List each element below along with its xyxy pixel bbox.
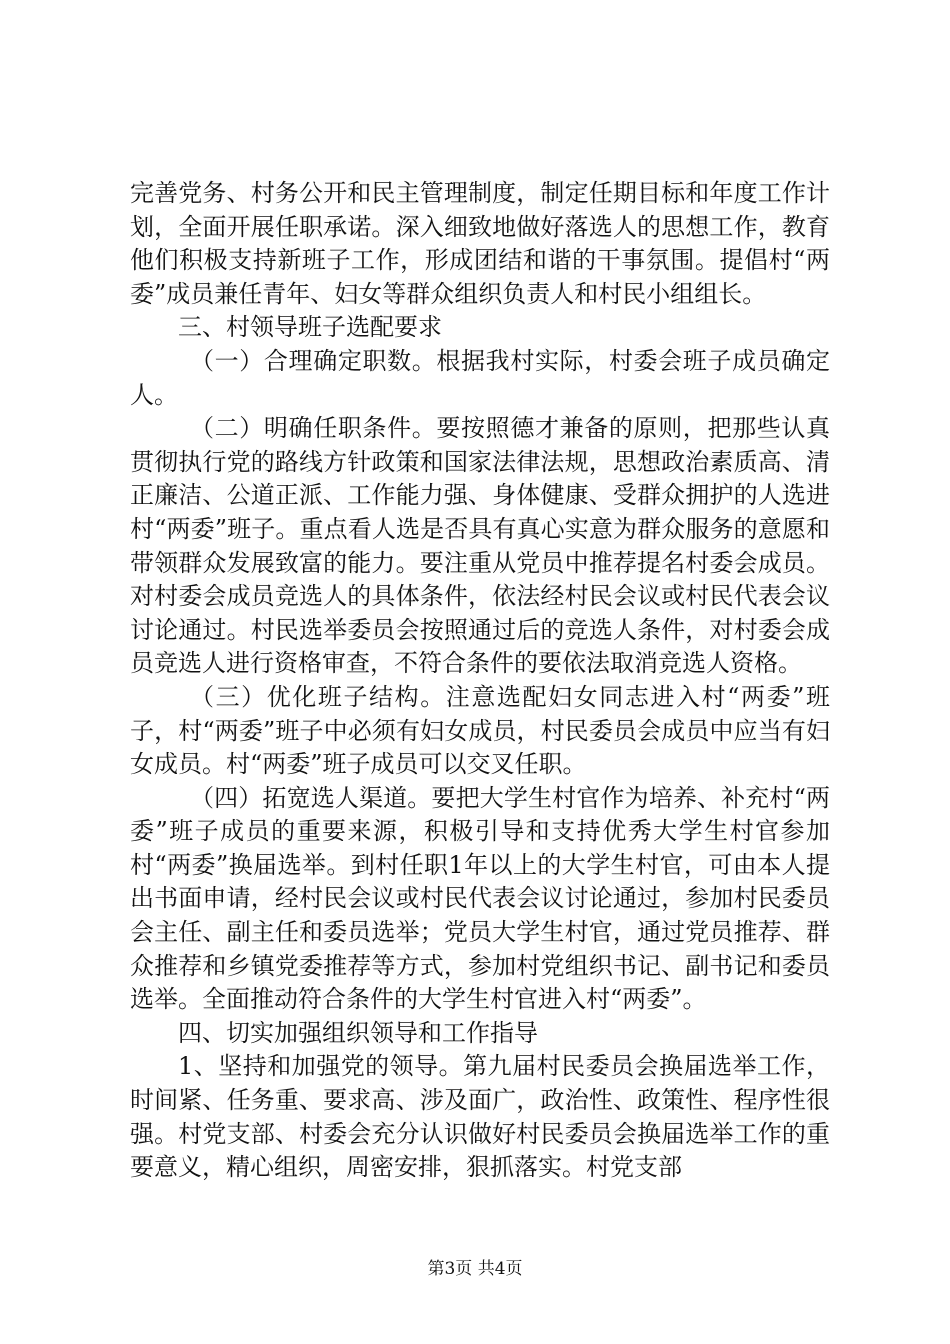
paragraph-continuation: 完善党务、村务公开和民主管理制度，制定任期目标和年度工作计划，全面开展任职承诺。深入细致地做好落选人的思想工作，教育他们积极支持新班子工作，形成团结和谐的干事氛围。提倡村“两委”成员兼任青年、妇女等群众组织负责人和村民小组组长。 — [130, 179, 830, 308]
paragraph-item-3: （三）优化班子结构。注意选配妇女同志进入村“两委”班子，村“两委”班子中必须有妇女成员，村民委员会成员中应当有妇女成员。村“两委”班子成员可以交叉任职。 — [130, 682, 830, 779]
section-heading-4: 四、切实加强组织领导和工作指导 — [178, 1018, 538, 1047]
page-footer: 第3页 共4页 — [427, 1259, 523, 1279]
document-body — [130, 177, 830, 1185]
paragraph-item-2: （二）明确任职条件。要按照德才兼备的原则，把那些认真贯彻执行党的路线方针政策和国家法律法规，思想政治素质高、清正廉洁、公道正派、工作能力强、身体健康、受群众拥护的人选进村“两委”班子。重点看人选是否具有真心实意为群众服务的意愿和带领群众发展致富的能力。要注重从党员中推荐提名村委会成员。对村委会成员竞选人的具体条件，依法经村民会议或村民代表会议讨论通过。村民选举委员会按照通过后的竞选人条件，对村委会成员竞选人进行资格审查，不符合条件的要依法取消竞选人资格。 — [130, 414, 830, 678]
paragraph-item-1: （一）合理确定职数。根据我村实际，村委会班子成员确定人。 — [130, 346, 830, 409]
paragraph-point-1: 1、坚持和加强党的领导。第九届村民委员会换届选举工作，时间紧、任务重、要求高、涉及面广，政治性、政策性、程序性很强。村党支部、村委会充分认识做好村民委员会换届选举工作的重要意义，精心组织，周密安排，狠抓落实。村党支部 — [130, 1052, 830, 1182]
paragraph-item-4: （四）拓宽选人渠道。要把大学生村官作为培养、补充村“两委”班子成员的重要来源，积极引导和支持优秀大学生村官参加村“两委”换届选举。到村任职1年以上的大学生村官，可由本人提出书面申请，经村民会议或村民代表会议讨论通过，参加村民委员会主任、副主任和委员选举；党员大学生村官，通过党员推荐、群众推荐和乡镇党委推荐等方式，参加村党组织书记、副书记和委员选举。全面推动符合条件的大学生村官进入村“两委”。 — [130, 783, 830, 1014]
section-heading-3: 三、村领导班子选配要求 — [178, 313, 442, 342]
